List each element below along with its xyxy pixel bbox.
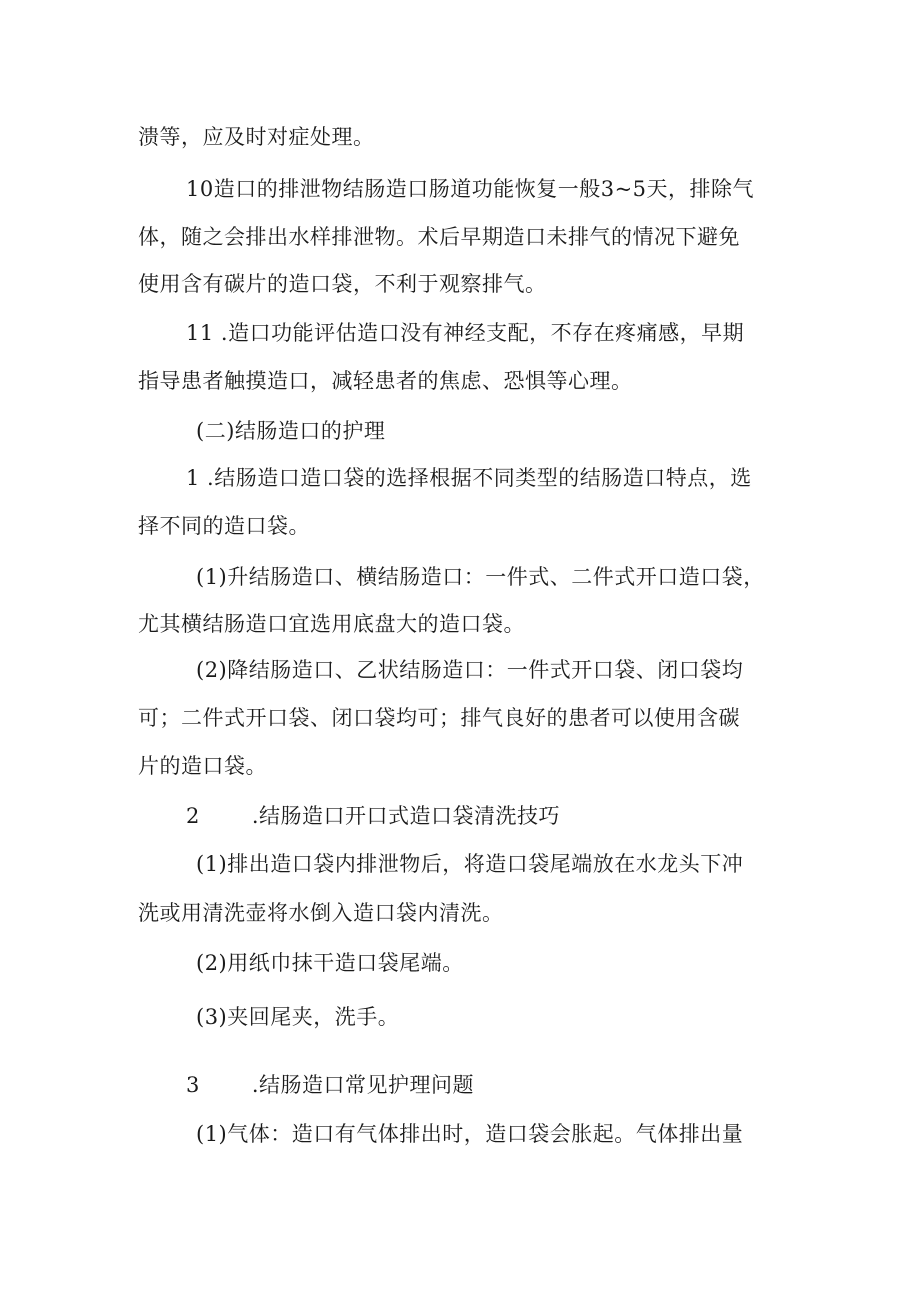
heading-number: 2 xyxy=(186,804,200,828)
paragraph-line: 1 .结肠造口造口袋的选择根据不同类型的结肠造口特点，选 xyxy=(186,466,752,490)
paragraph-line: 使用含有碳片的造口袋，不利于观察排气。 xyxy=(138,272,547,296)
heading-number: 3 xyxy=(186,1073,200,1097)
paragraph-line: 体，随之会排出水样排泄物。术后早期造口未排气的情况下避免 xyxy=(138,225,740,249)
paragraph-line: 片的造口袋。 xyxy=(138,754,267,778)
paragraph-line: (3)夹回尾夹，洗手。 xyxy=(196,1005,400,1029)
section-heading: (二)结肠造口的护理 xyxy=(196,419,386,443)
paragraph-line: (2)降结肠造口、乙状结肠造口：一件式开口袋、闭口袋均 xyxy=(196,658,744,682)
paragraph-line: (1)排出造口袋内排泄物后，将造口袋尾端放在水龙头下冲 xyxy=(196,852,744,876)
paragraph-line: 11 .造口功能评估造口没有神经支配，不存在疼痛感，早期 xyxy=(186,321,745,345)
paragraph-line: (1)升结肠造口、横结肠造口：一件式、二件式开口造口袋， xyxy=(196,565,765,589)
heading-text: .结肠造口开口式造口袋清洗技巧 xyxy=(251,804,561,828)
paragraph-line: (2)用纸巾抹干造口袋尾端。 xyxy=(196,951,464,975)
paragraph-line: 可；二件式开口袋、闭口袋均可；排气良好的患者可以使用含碳 xyxy=(138,706,740,730)
paragraph-line: 10造口的排泄物结肠造口肠道功能恢复一般3~5天，排除气 xyxy=(186,177,755,201)
heading-text: .结肠造口常见护理问题 xyxy=(251,1073,475,1097)
numbered-heading xyxy=(186,801,560,831)
paragraph-line: (1)气体：造口有气体排出时，造口袋会胀起。气体排出量 xyxy=(196,1122,744,1146)
paragraph-line: 溃等，应及时对症处理。 xyxy=(138,125,375,149)
paragraph-line: 洗或用清洗壶将水倒入造口袋内清洗。 xyxy=(138,901,504,925)
paragraph-line: 指导患者触摸造口，减轻患者的焦虑、恐惧等心理。 xyxy=(138,369,633,393)
paragraph-line: 择不同的造口袋。 xyxy=(138,514,310,538)
paragraph-line: 尤其横结肠造口宜选用底盘大的造口袋。 xyxy=(138,612,525,636)
numbered-heading xyxy=(186,1070,474,1100)
